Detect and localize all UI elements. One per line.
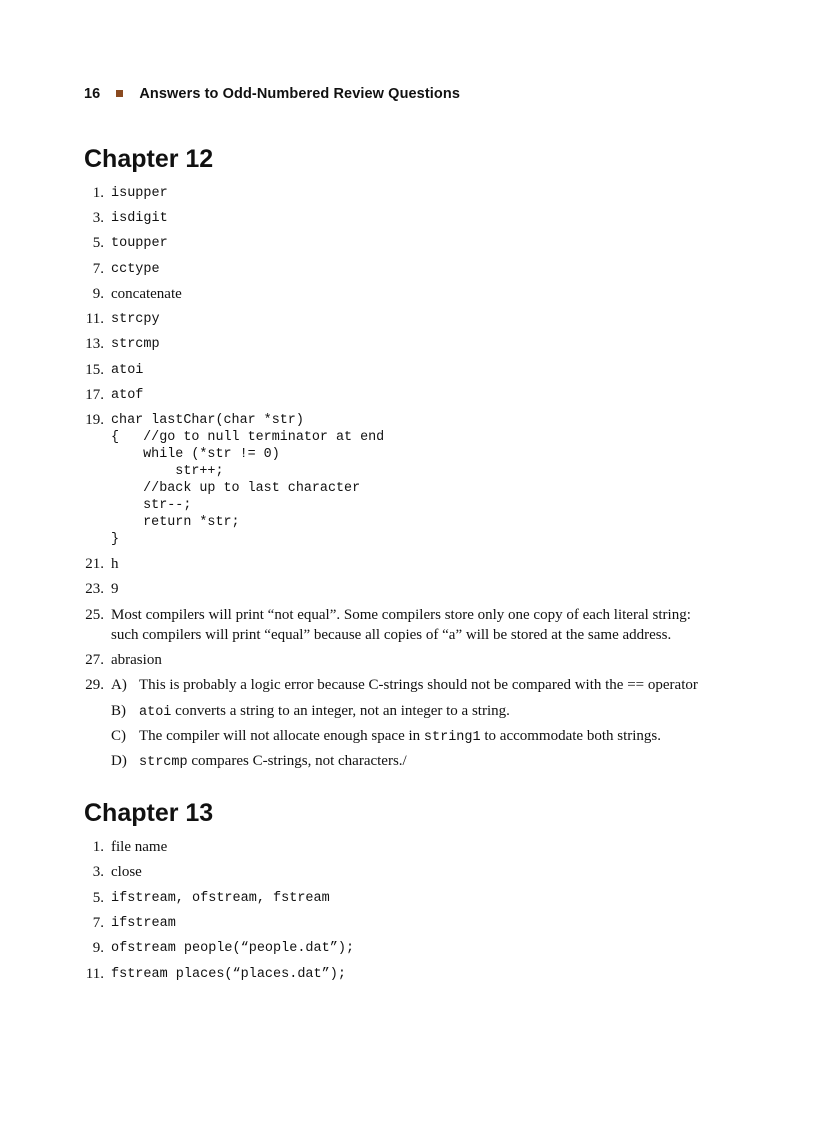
- answer-text: toupper: [111, 236, 168, 251]
- chapter-13-title: Chapter 13: [84, 799, 214, 827]
- answer-text: isdigit: [111, 211, 168, 226]
- answer-text: isupper: [111, 186, 168, 201]
- sub-label: C): [111, 728, 126, 744]
- sub-label: D): [111, 753, 127, 769]
- answer-text-line-2: such compilers will print “equal” because all copies of “a” will be stored at the same address.: [111, 627, 672, 643]
- answer-number: 17.: [85, 387, 104, 403]
- answer-number: 27.: [85, 652, 104, 668]
- answer-number: 29.: [85, 677, 104, 693]
- answer-number: 1.: [92, 185, 104, 201]
- page-number: 16: [84, 86, 101, 102]
- sub-text-post: to accommodate both strings.: [480, 728, 662, 744]
- answer-number: 5.: [92, 890, 104, 906]
- answer-text: ofstream people(“people.dat”);: [111, 941, 355, 956]
- answer-text-line-1: Most compilers will print “not equal”. Some compilers store only one copy of each literal string:: [111, 607, 691, 623]
- answer-text: cctype: [111, 262, 160, 277]
- answer-number: 9.: [92, 286, 104, 302]
- answer-text: fstream places(“places.dat”);: [111, 967, 346, 982]
- answer-number: 7.: [92, 261, 104, 277]
- sub-text: This is probably a logic error because C-strings should not be compared with the == operator: [139, 677, 698, 693]
- answer-text: abrasion: [111, 652, 162, 668]
- sub-text-pre: The compiler will not allocate enough space in: [139, 728, 424, 744]
- answer-number: 1.: [92, 839, 104, 855]
- answer-text: h: [111, 556, 119, 572]
- answer-text: ifstream: [111, 916, 176, 931]
- square-bullet-icon: [116, 90, 123, 97]
- answer-text: strcmp: [111, 337, 160, 352]
- answer-number: 3.: [92, 864, 104, 880]
- answer-text: ifstream, ofstream, fstream: [111, 891, 330, 906]
- answer-number: 13.: [85, 336, 104, 352]
- answer-number: 9.: [92, 940, 104, 956]
- answer-text: concatenate: [111, 286, 182, 302]
- sub-text-rest: converts a string to an integer, not an integer to a string.: [171, 703, 510, 719]
- inline-code: string1: [423, 730, 481, 745]
- answer-number: 11.: [85, 966, 104, 982]
- answer-number: 21.: [85, 556, 104, 572]
- running-head: [84, 86, 460, 102]
- answer-number: 15.: [85, 362, 104, 378]
- answer-number: 3.: [92, 210, 104, 226]
- answer-text: file name: [111, 839, 168, 855]
- answer-number: 5.: [92, 235, 104, 251]
- answer-text: close: [111, 864, 142, 880]
- sub-text: [139, 703, 510, 721]
- running-title: Answers to Odd-Numbered Review Questions: [139, 86, 460, 102]
- sub-text-rest: compares C-strings, not characters./: [187, 753, 407, 769]
- chapter-12-title: Chapter 12: [84, 145, 214, 173]
- sub-text: [139, 728, 661, 746]
- answer-text: atoi: [111, 363, 144, 378]
- sub-label: B): [111, 703, 126, 719]
- answer-number: 19.: [85, 412, 104, 428]
- answer-text: 9: [111, 581, 119, 597]
- answer-number: 7.: [92, 915, 104, 931]
- sub-label: A): [111, 677, 127, 693]
- answer-text: atof: [111, 388, 144, 403]
- answer-number: 23.: [85, 581, 104, 597]
- code-block-lastchar: char lastChar(char *str) { //go to null terminator at end while (*str != 0) str++; //back up to last character str--; return *str; }: [111, 413, 385, 547]
- answer-number: 25.: [85, 607, 104, 623]
- answer-number: 11.: [85, 311, 104, 327]
- sub-text: [139, 753, 407, 771]
- inline-code: atoi: [139, 705, 172, 720]
- answer-text: strcpy: [111, 312, 160, 327]
- inline-code: strcmp: [139, 755, 188, 770]
